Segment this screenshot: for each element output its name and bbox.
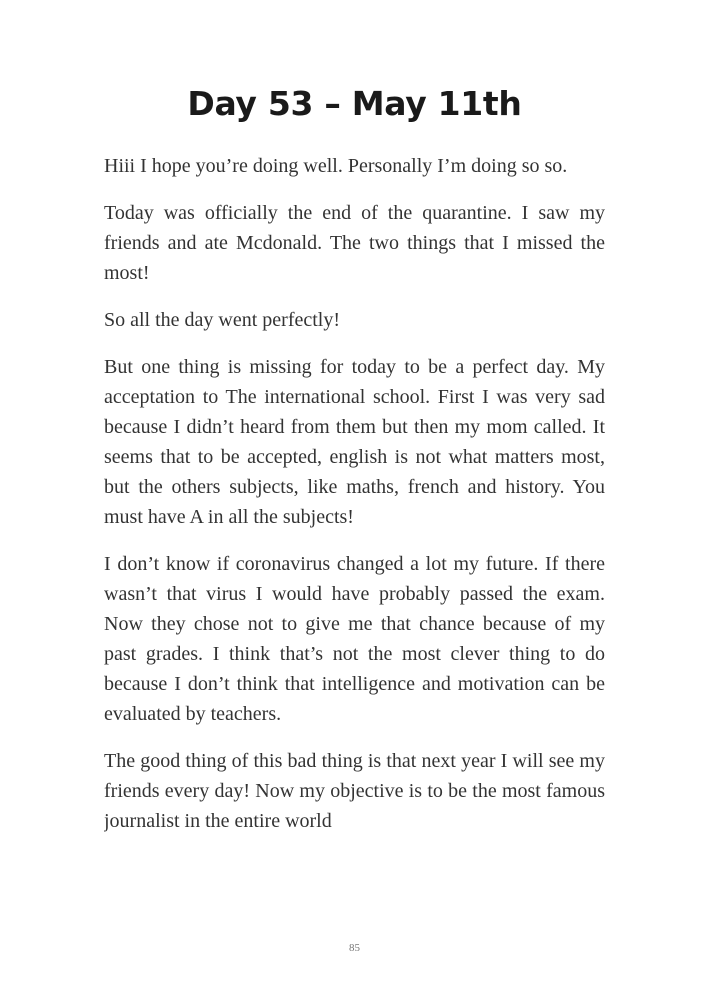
body-text <box>104 151 605 931</box>
paragraph: But one thing is missing for today to be a perfect day. My acceptation to The international school. First I was very sad because I didn’t heard from them but then my mom called. It seems that to be accepted, english is not what matters most, but the others subjects, like maths, french and history. You must have A in all the subjects! <box>104 356 605 528</box>
page-title: Day 53 – May 11th <box>187 84 522 123</box>
paragraph: I don’t know if coronavirus changed a lot my future. If there wasn’t that virus I would have probably passed the exam. Now they chose not to give me that chance because of my past grades. I think that’s not the most clever thing to do because I don’t think that intelligence and motivation can be evaluated by teachers. <box>104 553 605 725</box>
paragraph: Today was officially the end of the quarantine. I saw my friends and ate Mcdonald. The two things that I missed the most! <box>104 202 605 284</box>
page-number: 85 <box>349 942 360 954</box>
paragraph: So all the day went perfectly! <box>104 309 341 331</box>
paragraph: The good thing of this bad thing is that next year I will see my friends every day! Now my objective is to be the most famous journalist in the entire world <box>104 750 605 832</box>
paragraph: Hiii I hope you’re doing well. Personally I’m doing so so. <box>104 155 568 177</box>
